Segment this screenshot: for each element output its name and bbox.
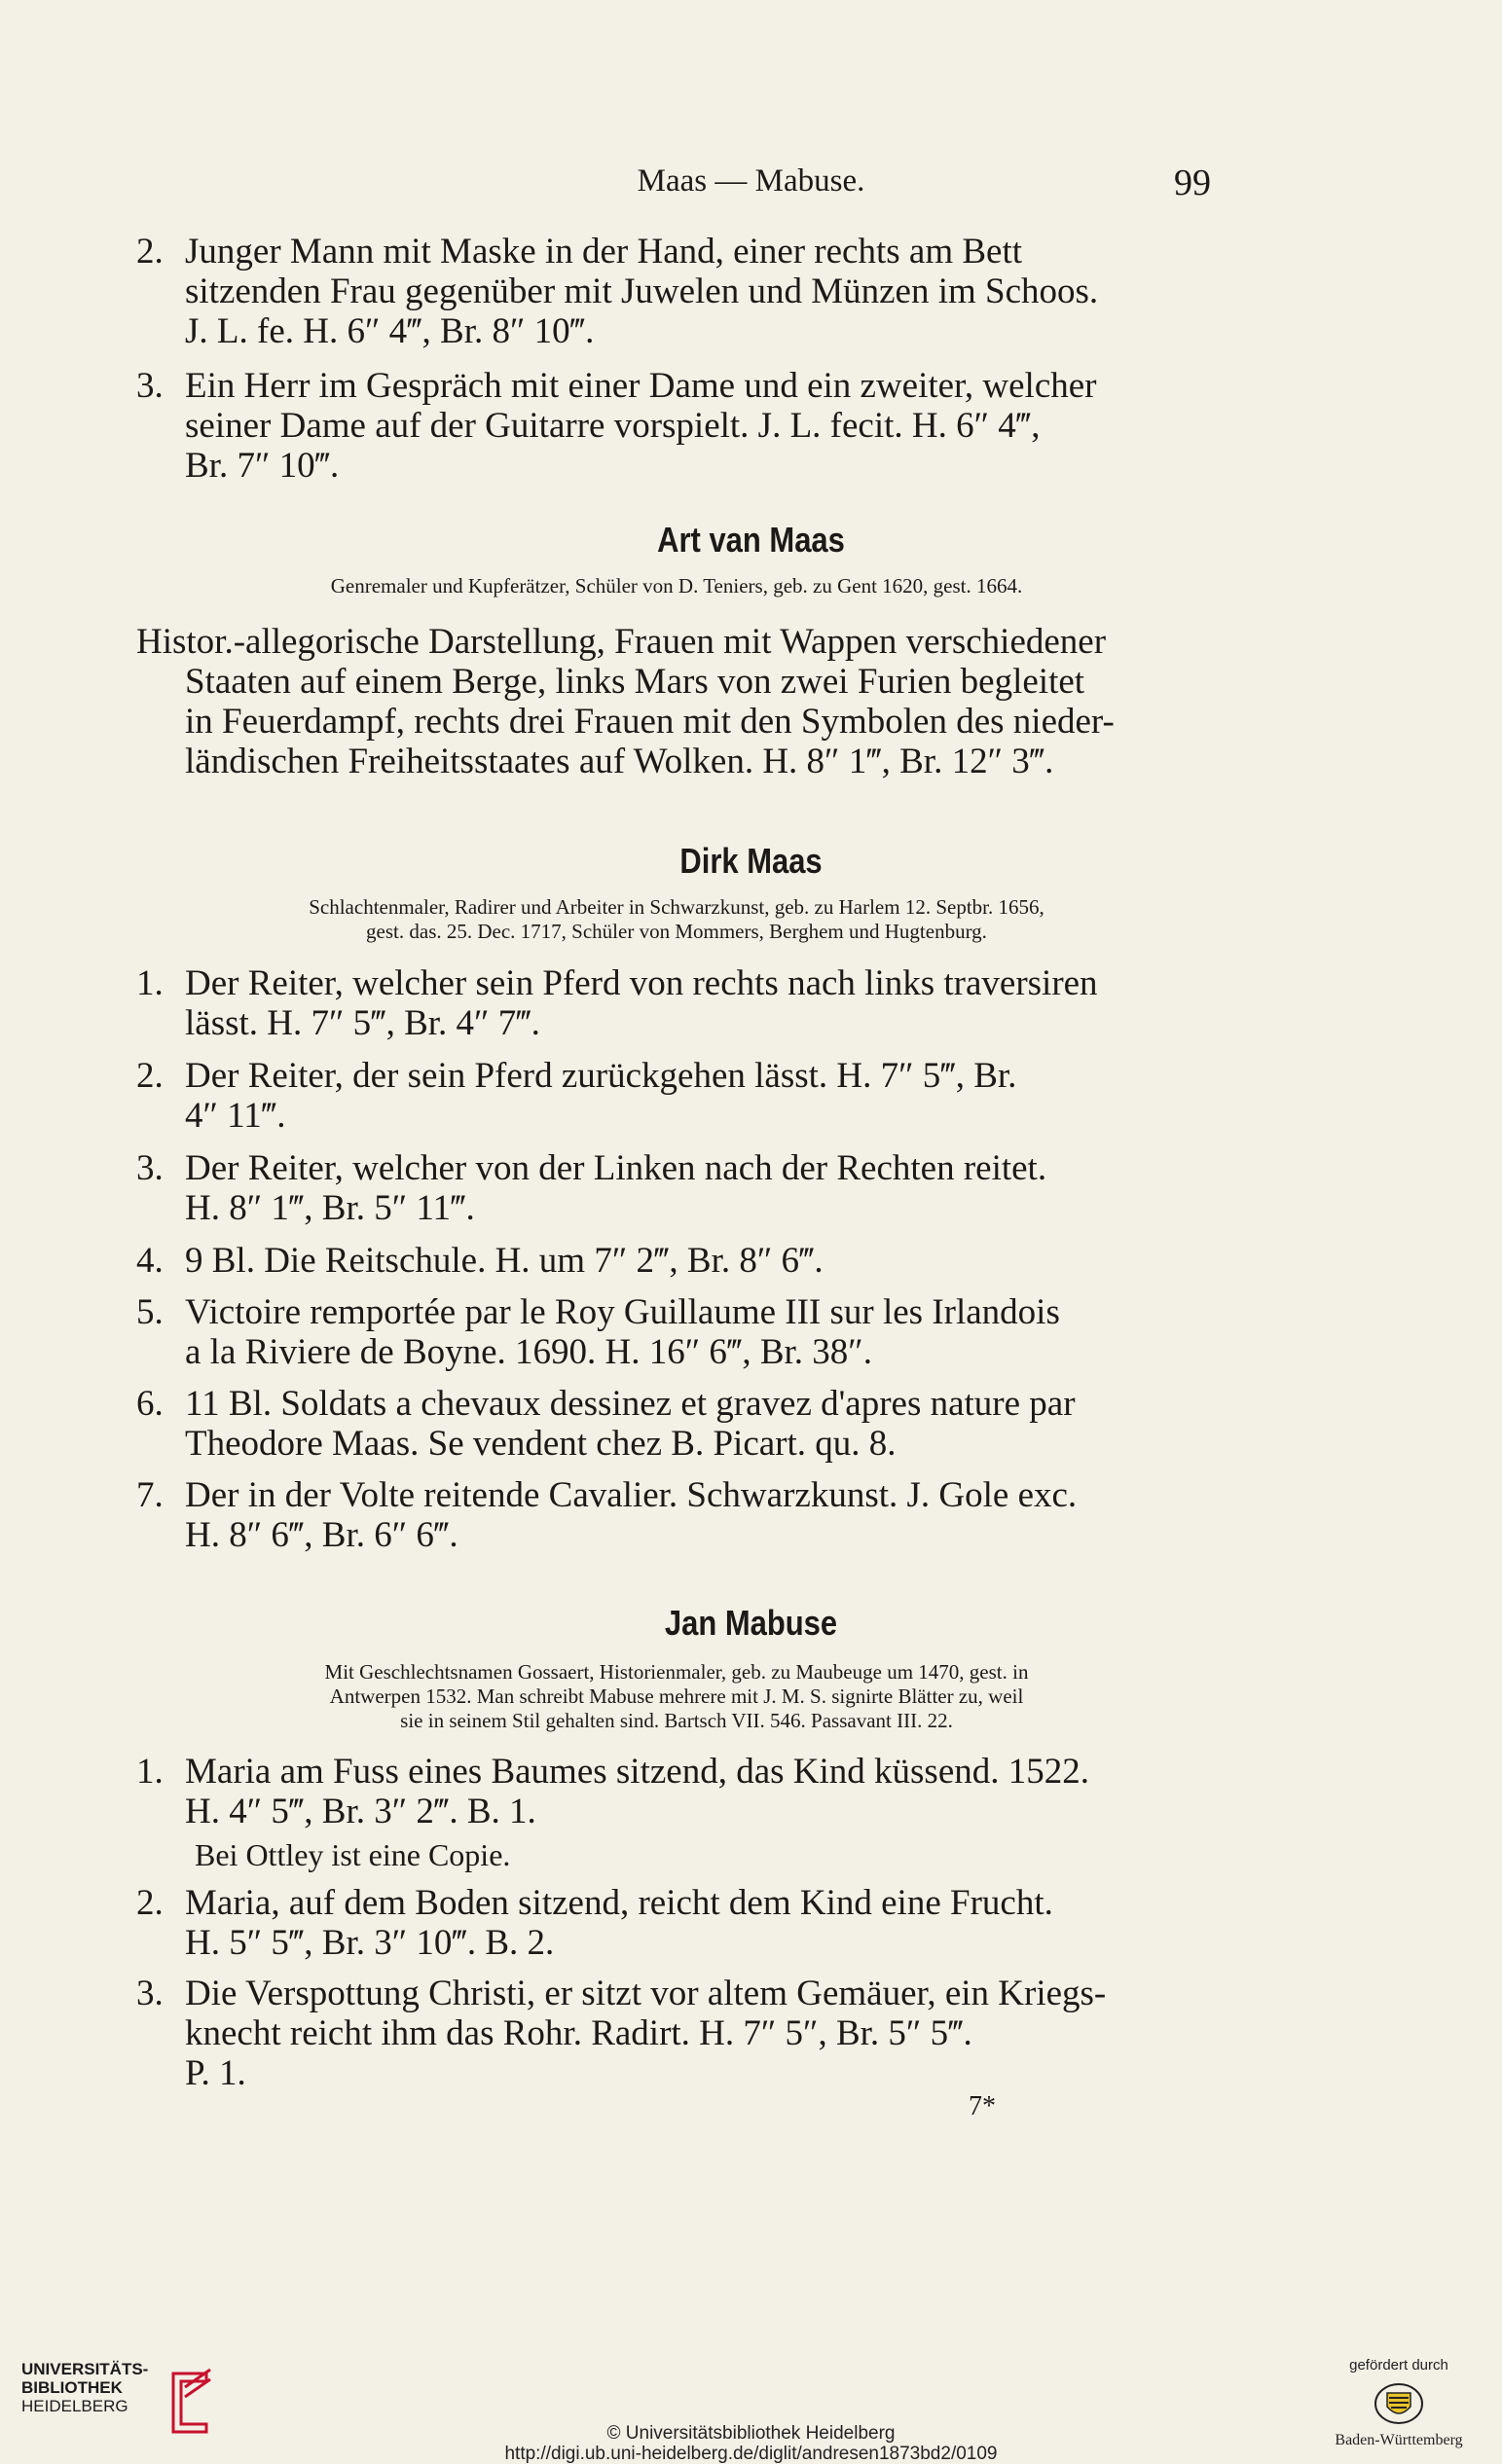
entry-line: 9 Bl. Die Reitschule. H. um 7″ 2‴, Br. 8″ 6‴. — [185, 1241, 824, 1281]
entry-number: 2. — [136, 1883, 164, 1923]
entry-number: 1. — [136, 963, 164, 1003]
entry-line: Die Verspottung Christi, er sitzt vor altem Gemäuer, ein Kriegs- — [185, 1974, 1107, 2013]
entry-line: Der Reiter, der sein Pferd zurückgehen lässt. H. 7″ 5‴, Br. — [185, 1056, 1017, 1096]
entry-line: Der in der Volte reitende Cavalier. Schwarzkunst. J. Gole exc. — [185, 1475, 1078, 1515]
artist-bio — [156, 574, 1197, 598]
entry-number: 3. — [136, 1974, 164, 2013]
list-item — [136, 1883, 1219, 1963]
bio-line: Mit Geschlechtsnamen Gossaert, Historienmaler, geb. zu Maubeuge um 1470, gest. in — [324, 1660, 1029, 1684]
artist-heading: Jan Mabuse — [664, 1603, 838, 1643]
list-item — [136, 1292, 1219, 1372]
entry-line: H. 4″ 5‴, Br. 3″ 2‴. B. 1. — [185, 1792, 536, 1831]
logo-line: BIBLIOTHEK — [21, 2378, 123, 2397]
entry-number: 2. — [136, 1056, 164, 1096]
list-item — [136, 1241, 1219, 1281]
running-head — [0, 163, 1502, 212]
page-number: 99 — [1174, 163, 1211, 203]
logo-line: UNIVERSITÄTS- — [21, 2360, 149, 2378]
list-item — [136, 963, 1219, 1043]
entry-line: Theodore Maas. Se vendent chez B. Picart. qu. 8. — [185, 1424, 897, 1464]
entry-line: seiner Dame auf der Guitarre vorspielt. J. L. fecit. H. 6″ 4‴, — [185, 406, 1041, 446]
entry-text — [185, 963, 1219, 1043]
artist-heading: Art van Maas — [657, 520, 845, 560]
funding-name: Baden-Württemberg — [1335, 2432, 1463, 2448]
entry-text — [185, 1056, 1219, 1136]
entry-line: a la Riviere de Boyne. 1690. H. 16″ 6‴, Br. 38″. — [185, 1332, 872, 1372]
copyright-notice — [0, 2423, 1502, 2464]
entry-line: H. 5″ 5‴, Br. 3″ 10‴. B. 2. — [185, 1923, 555, 1963]
entry-line: lässt. H. 7″ 5‴, Br. 4″ 7‴. — [185, 1003, 540, 1043]
list-item — [136, 1752, 1219, 1875]
entry-line: Junger Mann mit Maske in der Hand, einer rechts am Bett — [185, 232, 1023, 272]
entry-text — [185, 1384, 1219, 1464]
entry-number: 3. — [136, 1148, 164, 1188]
entry-number: 6. — [136, 1384, 164, 1424]
entry-line: Maria, auf dem Boden sitzend, reicht dem Kind eine Frucht. — [185, 1883, 1053, 1923]
artist-bio — [156, 895, 1197, 944]
funding-label: gefördert durch — [1349, 2357, 1448, 2373]
list-item — [136, 1974, 1219, 2093]
entry-text — [185, 1148, 1219, 1228]
para-line: in Feuerdampf, rechts drei Frauen mit den Symbolen des nieder- — [185, 702, 1115, 742]
entry-line: Der Reiter, welcher von der Linken nach der Rechten reitet. — [185, 1148, 1047, 1188]
bio-line: Antwerpen 1532. Man schreibt Mabuse mehrere mit J. M. S. signirte Blätter zu, weil — [329, 1685, 1024, 1708]
entry-line: Victoire remportée par le Roy Guillaume III sur les Irlandois — [185, 1292, 1060, 1332]
entry-text — [185, 1241, 1219, 1281]
entry-text — [185, 1883, 1219, 1963]
entry-text — [185, 232, 1219, 351]
entry-line: Ein Herr im Gespräch mit einer Dame und ein zweiter, welcher — [185, 366, 1097, 406]
catchword: 7* — [969, 2091, 996, 2121]
entry-line: J. L. fe. H. 6″ 4‴, Br. 8″ 10‴. — [185, 311, 595, 351]
bio-line: Schlachtenmaler, Radirer und Arbeiter in Schwarzkunst, geb. zu Harlem 12. Septbr. 1656, — [309, 895, 1044, 919]
bio-line: gest. das. 25. Dec. 1717, Schüler von Mommers, Berghem und Hugtenburg. — [366, 920, 987, 943]
bio-line: Genremaler und Kupferätzer, Schüler von D. Teniers, geb. zu Gent 1620, gest. 1664. — [330, 574, 1023, 598]
list-item — [136, 232, 1219, 351]
entry-line: 11 Bl. Soldats a chevaux dessinez et gravez d'apres nature par — [185, 1384, 1076, 1424]
entry-line: H. 8″ 1‴, Br. 5″ 11‴. — [185, 1188, 475, 1228]
logo-line: HEIDELBERG — [21, 2397, 128, 2415]
bio-line: sie in seinem Stil gehalten sind. Bartsch VII. 546. Passavant III. 22. — [400, 1709, 953, 1732]
entry-number: 7. — [136, 1475, 164, 1515]
list-item — [136, 366, 1219, 486]
entry-line: knecht reicht ihm das Rohr. Radirt. H. 7″ 5″, Br. 5″ 5‴. — [185, 2013, 972, 2053]
entry-line: sitzenden Frau gegenüber mit Juwelen und Münzen im Schoos. — [185, 272, 1099, 311]
entry-number: 3. — [136, 366, 164, 406]
entry-number: 2. — [136, 232, 164, 272]
entry-text — [185, 1974, 1219, 2093]
entry-text — [185, 1292, 1219, 1372]
permalink-url[interactable]: http://digi.ub.uni-heidelberg.de/diglit/andresen1873bd2/0109 — [504, 2444, 998, 2464]
artist-heading: Dirk Maas — [679, 841, 823, 881]
entry-number: 4. — [136, 1241, 164, 1281]
entry-line: Br. 7″ 10‴. — [185, 446, 340, 486]
entry-line: 4″ 11‴. — [185, 1096, 286, 1136]
para-line: Histor.-allegorische Darstellung, Frauen mit Wappen verschiedener — [136, 622, 1107, 662]
running-title: Maas — Mabuse. — [637, 163, 865, 199]
entry-text — [185, 1475, 1219, 1555]
entry-line: Der Reiter, welcher sein Pferd von rechts nach links traversiren — [185, 963, 1098, 1003]
funding-credit — [1316, 2357, 1482, 2449]
list-item — [136, 1384, 1219, 1464]
entry-number: 1. — [136, 1752, 164, 1792]
artist-bio — [156, 1660, 1197, 1733]
entry-text — [185, 366, 1219, 486]
entry-line: P. 1. — [185, 2053, 246, 2093]
para-line: Staaten auf einem Berge, links Mars von zwei Furien begleitet — [185, 662, 1085, 702]
artist-paragraph — [136, 622, 1219, 781]
entry-line: H. 8″ 6‴, Br. 6″ 6‴. — [185, 1515, 458, 1555]
copyright-text: © Universitätsbibliothek Heidelberg — [606, 2423, 896, 2444]
list-item — [136, 1475, 1219, 1555]
list-item — [136, 1056, 1219, 1136]
entry-note: Bei Ottley ist eine Copie. — [195, 1837, 511, 1872]
list-item — [136, 1148, 1219, 1228]
para-line: ländischen Freiheitsstaates auf Wolken. H. 8″ 1‴, Br. 12″ 3‴. — [185, 742, 1054, 781]
coat-of-arms-icon — [1372, 2381, 1426, 2426]
entry-number: 5. — [136, 1292, 164, 1332]
entry-text — [185, 1752, 1219, 1875]
entry-line: Maria am Fuss eines Baumes sitzend, das Kind küssend. 1522. — [185, 1752, 1089, 1792]
